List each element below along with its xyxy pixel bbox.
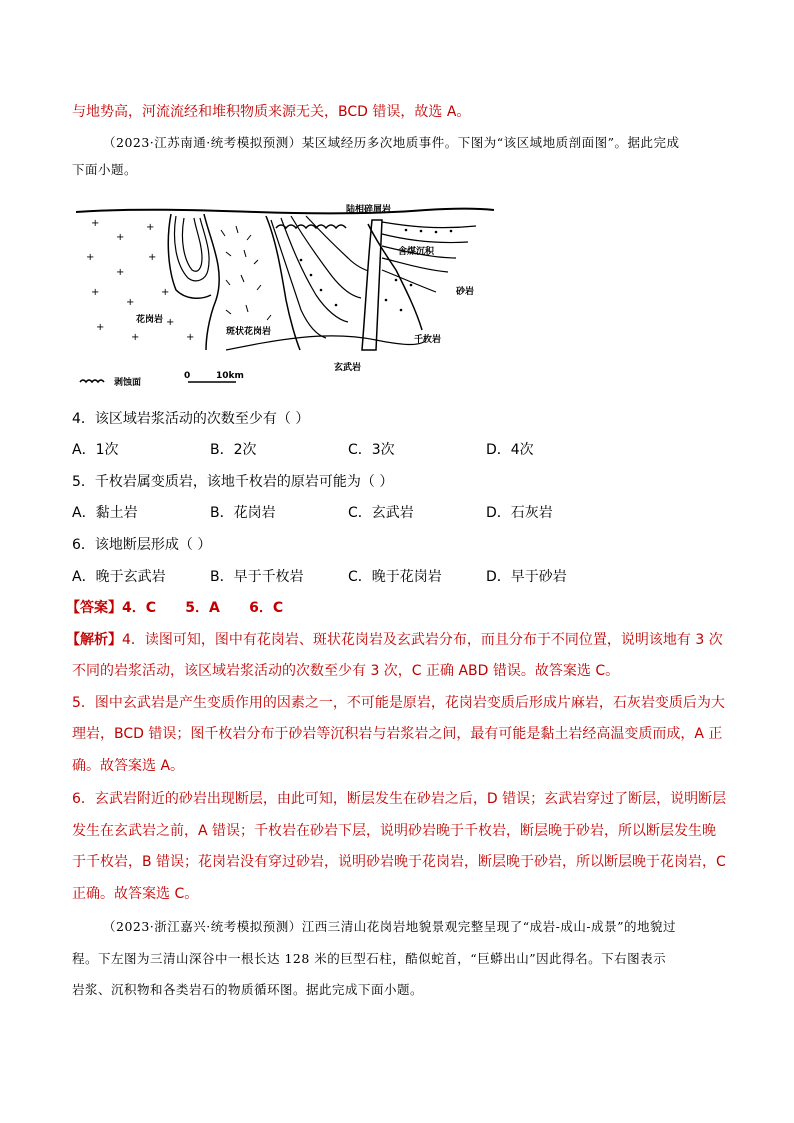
q6-option-c: C．晚于花岗岩 xyxy=(348,569,442,585)
analysis-6-line-3: 于千枚岩，B 错误；花岗岩没有穿过砂岩，说明砂岩晚于花岗岩，断层晚于砂岩，所以断层晚于花岗岩，C xyxy=(72,854,726,870)
svg-text:+: + xyxy=(116,232,125,243)
analysis-4-line-2: 不同的岩浆活动，该区域岩浆活动的次数至少有 3 次，C 正确 ABD 错误。故答案选 C。 xyxy=(72,663,620,679)
q5-option-d: D．石灰岩 xyxy=(486,505,553,521)
question-6: 6．该地断层形成（ ） xyxy=(72,537,212,553)
label-detrital-rock: 陆相碎屑岩 xyxy=(346,205,392,215)
intro-1-line-1: （2023·江苏南通·统考模拟预测）某区域经历多次地质事件。下图为“该区域地质剖面图”。据此完成 xyxy=(103,135,680,150)
analysis-4-text-1: 4．读图可知，图中有花岗岩、斑状花岗岩及玄武岩分布，而且分布于不同位置，说明该地有 3 次 xyxy=(122,632,723,648)
svg-text:+: + xyxy=(96,322,105,333)
svg-text:+: + xyxy=(166,317,175,328)
analysis-6-line-4: 正确。故答案选 C。 xyxy=(72,886,199,902)
label-porphyry-granite: 斑状花岗岩 xyxy=(226,327,272,337)
analysis-label: 【解析】 xyxy=(66,632,122,648)
q6-option-b: B．早于千枚岩 xyxy=(210,569,304,585)
intro-2-line-1: （2023·浙江嘉兴·统考模拟预测）江西三清山花岗岩地貌景观完整呈现了“成岩-成山-成景”的地貌过 xyxy=(103,919,676,934)
q6-option-a: A．晚于玄武岩 xyxy=(72,569,166,585)
analysis-6-line-1: 6．玄武岩附近的砂岩出现断层，由此可知，断层发生在砂岩之后，D 错误；玄武岩穿过了断层，说明断层 xyxy=(72,791,727,807)
svg-text:+: + xyxy=(91,287,100,298)
q5-option-a: A．黏土岩 xyxy=(72,505,138,521)
analysis-4-line-1 xyxy=(66,631,723,649)
svg-text:+: + xyxy=(86,252,95,263)
question-5: 5．千枚岩属变质岩，该地千枚岩的原岩可能为（ ） xyxy=(72,474,394,490)
label-granite: 花岗岩 xyxy=(136,315,164,325)
analysis-6-line-2: 发生在玄武岩之前，A 错误；千枚岩在砂岩下层，说明砂岩晚于千枚岩，断层晚于砂岩，所以断层发生晚 xyxy=(72,823,717,839)
intro-1-line-2: 下面小题。 xyxy=(72,162,138,177)
analysis-5-line-3: 确。故答案选 A。 xyxy=(72,758,185,774)
q5-option-b: B．花岗岩 xyxy=(210,505,276,521)
q4-option-d: D．4次 xyxy=(486,442,534,458)
label-erosion-surface: 剥蚀面 xyxy=(114,378,142,388)
svg-text:+: + xyxy=(116,267,125,278)
label-coal-deposit: 含煤沉积 xyxy=(398,247,435,257)
svg-text:+: + xyxy=(161,287,170,298)
intro-2-line-3: 岩浆、沉积物和各类岩石的物质循环图。据此完成下面小题。 xyxy=(72,982,424,997)
q4-option-c: C．3次 xyxy=(348,442,395,458)
label-phyllite: 千枚岩 xyxy=(414,335,442,345)
answer-text: 4．C 5．A 6．C xyxy=(122,600,284,616)
svg-text:+: + xyxy=(131,332,140,343)
svg-text:+: + xyxy=(91,218,100,229)
analysis-5-line-1: 5．图中玄武岩是产生变质作用的因素之一，不可能是原岩，花岗岩变质后形成片麻岩，石灰岩变质后为大 xyxy=(72,695,725,711)
svg-text:+: + xyxy=(148,252,157,263)
q4-option-b: B．2次 xyxy=(210,442,257,458)
svg-text:+: + xyxy=(146,222,155,233)
q5-option-c: C．玄武岩 xyxy=(348,505,414,521)
geologic-cross-section-diagram xyxy=(76,200,506,390)
svg-text:+: + xyxy=(126,297,135,308)
scale-zero: 0 xyxy=(184,371,191,381)
label-basalt: 玄武岩 xyxy=(334,363,362,373)
label-sandstone: 砂岩 xyxy=(456,287,475,297)
answer-label: 【答案】 xyxy=(66,600,122,616)
intro-2-line-2: 程。下左图为三清山深谷中一根长达 128 米的巨型石柱，酷似蛇首，“巨蟒出山”因此得名。下右图表示 xyxy=(72,951,667,966)
svg-text:+: + xyxy=(186,332,195,343)
analysis-5-line-2: 理岩，BCD 错误；图千枚岩分布于砂岩等沉积岩与岩浆岩之间，最有可能是黏土岩经高温变质而成，A 正 xyxy=(72,726,723,742)
question-4: 4．该区域岩浆活动的次数至少有（ ） xyxy=(72,411,310,427)
erosion-surface-legend-symbol xyxy=(80,380,104,382)
q4-option-a: A．1次 xyxy=(72,442,119,458)
q6-option-d: D．早于砂岩 xyxy=(486,569,567,585)
answer-line xyxy=(66,599,283,617)
prev-analysis-line: 与地势高，河流流经和堆积物质来源无关，BCD 错误，故选 A。 xyxy=(72,104,471,120)
scale-10km: 10km xyxy=(216,371,244,381)
